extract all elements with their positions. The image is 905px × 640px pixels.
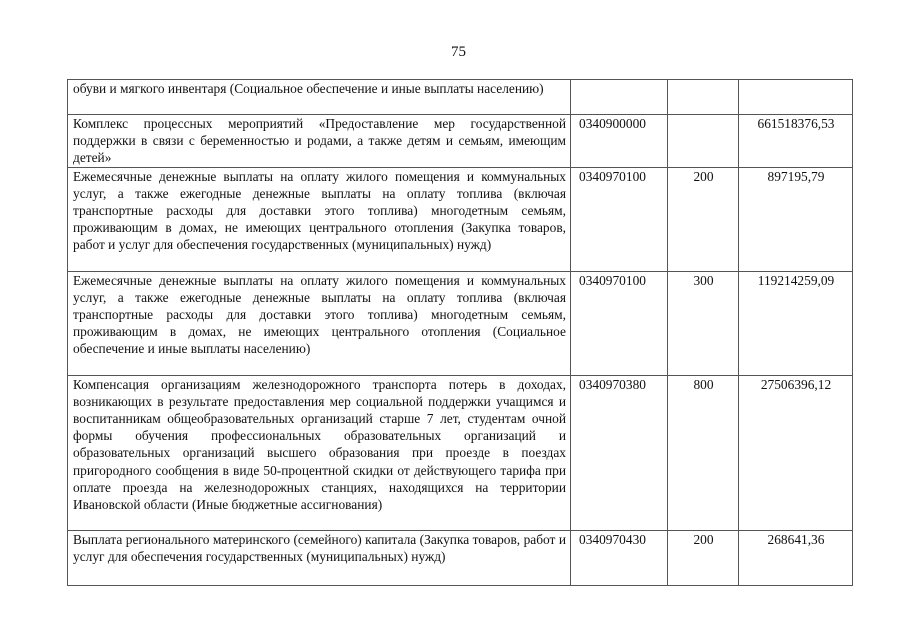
row-amount: 661518376,53: [739, 115, 853, 168]
row-description: Ежемесячные денежные выплаты на оплату жилого помещения и коммунальных услуг, а также ежегодные денежные выплаты на оплату топлива (включая транспортные расходы для доставки этого топлива) многодетным семьям, проживающим в домах, не имеющих центрального отопления (Закупка товаров, работ и услуг для обеспечения государственных (муниципальных) нужд): [68, 167, 571, 271]
table-row: [68, 115, 853, 168]
row-amount: 119214259,09: [739, 271, 853, 375]
row-expense-type: 800: [668, 375, 739, 530]
row-description: Ежемесячные денежные выплаты на оплату жилого помещения и коммунальных услуг, а также ежегодные денежные выплаты на оплату топлива (включая транспортные расходы для доставки этого топлива) многодетным семьям, проживающим в домах, не имеющих центрального отопления (Социальное обеспечение и иные выплаты населению): [68, 271, 571, 375]
row-target-code: 0340970430: [571, 530, 668, 585]
table-row: [68, 375, 853, 530]
row-amount: 897195,79: [739, 167, 853, 271]
row-expense-type: 200: [668, 167, 739, 271]
table-row: [68, 167, 853, 271]
row-expense-type: 200: [668, 530, 739, 585]
row-description: Комплекс процессных мероприятий «Предоставление мер государственной поддержки в связи с беременностью и родами, а также детям и семьям, имеющим детей»: [68, 115, 571, 168]
row-description: Выплата регионального материнского (семейного) капитала (Закупка товаров, работ и услуг для обеспечения государственных (муниципальных) нужд): [68, 530, 571, 585]
row-expense-type: 300: [668, 271, 739, 375]
table-row: [68, 80, 853, 115]
table-row: [68, 271, 853, 375]
row-expense-type: [668, 115, 739, 168]
row-amount: 268641,36: [739, 530, 853, 585]
row-target-code: [571, 80, 668, 115]
row-description: обуви и мягкого инвентаря (Социальное обеспечение и иные выплаты населению): [68, 80, 571, 115]
page-number: 75: [451, 44, 466, 60]
row-target-code: 0340970380: [571, 375, 668, 530]
table-row: [68, 530, 853, 585]
budget-table: [67, 79, 853, 586]
row-target-code: 0340900000: [571, 115, 668, 168]
row-amount: [739, 80, 853, 115]
row-target-code: 0340970100: [571, 167, 668, 271]
row-description: Компенсация организациям железнодорожного транспорта потерь в доходах, возникающих в результате предоставления мер социальной поддержки учащимся и воспитанникам общеобразовательных организаций старше 7 лет, студентам очной формы обучения профессиональных образовательных организаций и образовательных организаций высшего образования при проезде в поездах пригородного сообщения в виде 50-процентной скидки от действующего тарифа при оплате проезда на железнодорожных станциях, находящихся на территории Ивановской области (Иные бюджетные ассигнования): [68, 375, 571, 530]
row-expense-type: [668, 80, 739, 115]
row-target-code: 0340970100: [571, 271, 668, 375]
row-amount: 27506396,12: [739, 375, 853, 530]
